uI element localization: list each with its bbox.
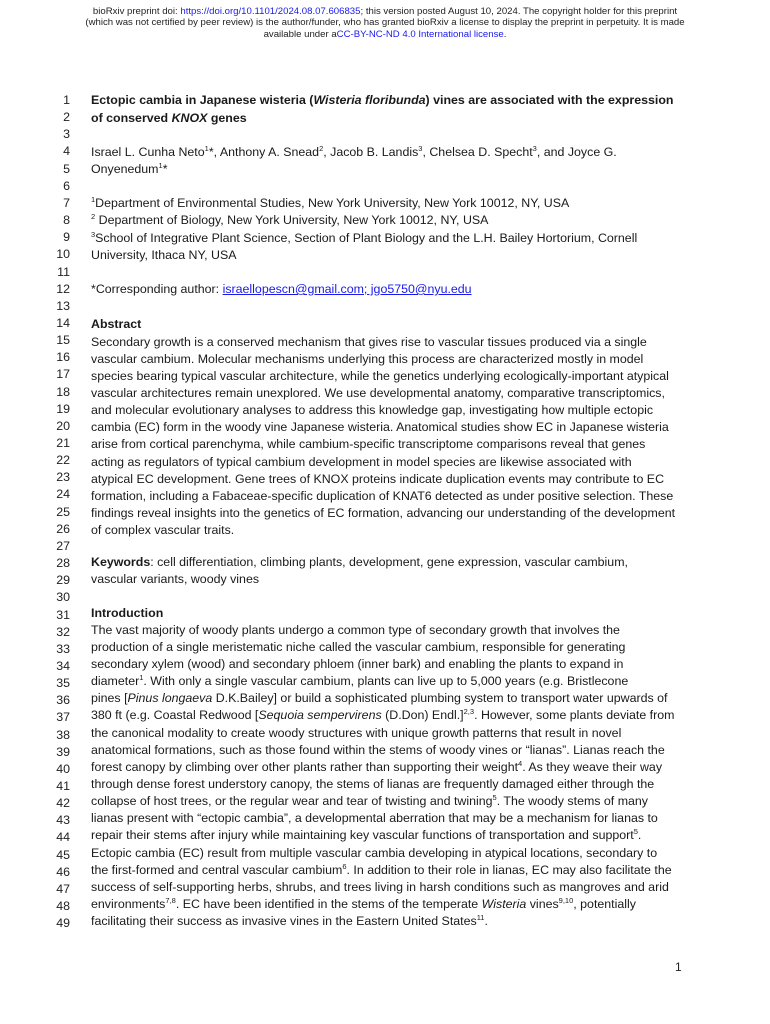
line-number: 1	[63, 93, 70, 107]
line-number: 31	[56, 607, 70, 622]
affiliation-2: $^2$ Department of Biology, New York University, New York 10012, NY, USA	[91, 211, 489, 227]
header-line-1: bioRxiv preprint doi: https://doi.org/10.1101/2024.08.07.606835; this version posted August 10, 2024. The copyright holder for this preprint	[92, 6, 678, 17]
abstract-line: vascular architectures remain unexplored. We use developmental anatomy, comparative transcriptomics,	[91, 385, 665, 400]
intro-line: environments$^{7,8}$. EC have been identified in the stems of the temperate Wisteria vines$^{9,10}$, potentially	[91, 895, 636, 911]
line-number: 4	[63, 144, 70, 159]
line-number: 19	[56, 401, 70, 416]
line-number: 12	[56, 281, 70, 296]
line-number: 7	[63, 195, 70, 210]
intro-line: anatomical formations, such as those found within the stems of woody vines or “lianas”. Lianas reach the	[91, 743, 665, 757]
line-number: 21	[56, 436, 70, 450]
intro-line: the canonical modality to create woody structures with unique growth patterns that result in novel	[91, 726, 622, 740]
intro-line: success of self-supporting herbs, shrubs, and trees living in harsh conditions such as mangroves and arid	[91, 880, 669, 894]
intro-line: 380 ft (e.g. Coastal Redwood [Sequoia sempervirens (D.Don) Endl.]$^{2,3}$. However, some plants deviate from	[91, 706, 675, 722]
intro-line: collapse of host trees, or the regular wear and tear of twisting and twining$^5$. The woody stems of many	[91, 792, 648, 808]
line-number: 37	[56, 710, 70, 725]
line-number: 24	[56, 487, 70, 502]
intro-line: repair their stems after injury while maintaining key vascular functions of transportation and support$^5$.	[91, 826, 642, 842]
paper-title-line-1: Ectopic cambia in Japanese wisteria (Wisteria floribunda) vines are associated with the expression	[91, 93, 674, 107]
affiliation-3-cont: University, Ithaca NY, USA	[91, 248, 237, 262]
line-number: 10	[56, 247, 70, 262]
line-number: 6	[63, 178, 70, 193]
intro-line: production of a single meristematic niche called the vascular cambium, responsible for generating	[91, 640, 626, 654]
line-number: 27	[56, 538, 70, 553]
line-number: 46	[56, 864, 70, 879]
line-number: 15	[56, 333, 70, 348]
header-line-2: (which was not certified by peer review) is the author/funder, who has granted bioRxiv a license to display the preprint in perpetuity. It is made	[85, 17, 685, 29]
intro-line: diameter$^1$. With only a single vascular cambium, plants can live up to 5,000 years (e.g. Bristlecone	[91, 672, 629, 688]
line-number: 39	[56, 744, 70, 759]
abstract-line: acting as regulators of typical cambium development in model species are likewise associated with	[91, 454, 632, 469]
intro-line: forest canopy by climbing over other plants rather than supporting their weight$^4$. As they weave their way	[91, 758, 663, 774]
line-number: 23	[56, 470, 70, 485]
intro-line: the first-formed and central vascular cambium$^6$. In addition to their role in lianas, EC may also facilitate the	[91, 861, 672, 877]
line-number: 42	[56, 796, 70, 811]
line-number: 13	[56, 298, 70, 313]
line-number: 14	[56, 315, 70, 330]
intro-line: through dense forest understory canopy, the stems of lianas are frequently damaged either through the	[91, 777, 655, 791]
intro-line: lianas present with “ectopic cambia”, a developmental aberration that may be a mechanism for lianas to	[91, 811, 658, 825]
line-number: 48	[56, 899, 70, 914]
line-number: 11	[57, 264, 70, 279]
line-number: 22	[56, 453, 70, 468]
abstract-line: vascular cambium. Molecular mechanisms underlying this process are characterized mostly in model	[91, 351, 644, 366]
abstract-line: atypical EC development. Gene trees of KNOX proteins indicate duplication events may contribute to EC	[91, 471, 665, 486]
paper-title-line-2: of conserved KNOX genes	[91, 111, 247, 125]
intro-line: Ectopic cambia (EC) result from multiple vascular cambia developing in atypical locations, secondary to	[91, 846, 658, 860]
line-number: 2	[63, 110, 70, 125]
intro-line: The vast majority of woody plants undergo a common type of secondary growth that involves the	[91, 623, 620, 637]
line-number: 16	[56, 350, 70, 365]
intro-line: pines [Pinus longaeva D.K.Bailey] or build a sophisticated plumbing system to transport water upwards of	[91, 691, 668, 705]
line-number: 28	[56, 556, 70, 571]
line-number: 8	[63, 213, 70, 228]
line-number: 30	[56, 590, 70, 605]
line-number: 32	[56, 624, 70, 639]
abstract-line: and molecular evolutionary analyses to address this knowledge gap, investigating how multiple ectopic	[91, 403, 654, 418]
abstract-line: findings reveal insights into the genetics of EC formation, advancing our understanding of the development	[91, 506, 676, 520]
line-number: 29	[56, 573, 70, 588]
introduction-heading: Introduction	[91, 606, 164, 620]
line-number: 34	[56, 658, 70, 673]
email-links[interactable]: israellopescn@gmail.com; jgo5750@nyu.edu	[222, 282, 472, 296]
line-number: 26	[56, 521, 70, 536]
abstract-line: Secondary growth is a conserved mechanism that gives rise to vascular tissues produced via a single	[91, 334, 647, 349]
line-number: 41	[56, 779, 70, 793]
affiliation-1: $^1$Department of Environmental Studies, New York University, New York 10012, NY, USA	[91, 194, 570, 210]
line-number: 9	[63, 230, 70, 245]
page-number: 1	[675, 960, 682, 974]
line-number: 44	[56, 830, 70, 845]
line-number: 38	[56, 727, 70, 742]
abstract-line: formation, including a Fabaceae-specific duplication of KNAT6 detected as under positive selection. These	[91, 488, 674, 503]
abstract-line: arise from cortical parenchyma, while cambium-specific transcriptome comparisons reveal that genes	[91, 437, 646, 452]
line-number: 17	[56, 367, 70, 382]
line-number: 5	[63, 161, 70, 176]
license-link[interactable]: CC-BY-NC-ND 4.0 International license	[336, 28, 504, 40]
keywords-line-1: Keywords: cell differentiation, climbing plants, development, gene expression, vascular cambium,	[91, 555, 628, 569]
line-number: 18	[56, 384, 70, 399]
line-number: 47	[56, 881, 70, 896]
line-number: 20	[56, 418, 70, 433]
abstract-line: of complex vascular traits.	[91, 523, 235, 538]
preprint-header	[40, 6, 730, 40]
abstract-heading: Abstract	[91, 317, 142, 331]
intro-line: facilitating their success as invasive vines in the Eastern United States$^{11}$.	[91, 912, 488, 928]
line-number: 40	[56, 761, 70, 776]
doi-link[interactable]: https://doi.org/10.1101/2024.08.07.606835	[180, 6, 361, 17]
abstract-line: species bearing typical vascular architecture, while the genetics underlying ecologically-important atypical	[91, 368, 669, 383]
author-list: Israel L. Cunha Neto$^1$*, Anthony A. Snead$^2$, Jacob B. Landis$^3$, Chelsea D. Specht$^3$, and Joyce G.	[91, 143, 617, 159]
header-line-3: available under aCC-BY-NC-ND 4.0 International license.	[263, 28, 507, 40]
line-number: 43	[56, 813, 70, 828]
line-number: 36	[56, 693, 70, 708]
line-number: 33	[56, 641, 70, 656]
line-number: 25	[56, 504, 70, 519]
line-number: 45	[56, 847, 70, 862]
intro-line: secondary xylem (wood) and secondary phloem (inner bark) and enabling the plants to expand in	[91, 657, 624, 671]
line-number: 35	[56, 676, 70, 691]
keywords-line-2: vascular variants, woody vines	[91, 572, 260, 586]
affiliation-3: $^3$School of Integrative Plant Science, Section of Plant Biology and the L.H. Bailey Hortorium, Cornell	[91, 229, 638, 245]
line-number: 49	[56, 916, 70, 931]
corresponding-author: *Corresponding author: israellopescn@gmail.com; jgo5750@nyu.edu	[91, 282, 472, 296]
abstract-line: cambia (EC) form in the woody vine Japanese wisteria. Anatomical studies show EC in Japanese wisteria	[91, 420, 669, 435]
line-number: 3	[63, 127, 70, 142]
author-list-cont: Onyenedum$^1$*	[91, 160, 168, 176]
